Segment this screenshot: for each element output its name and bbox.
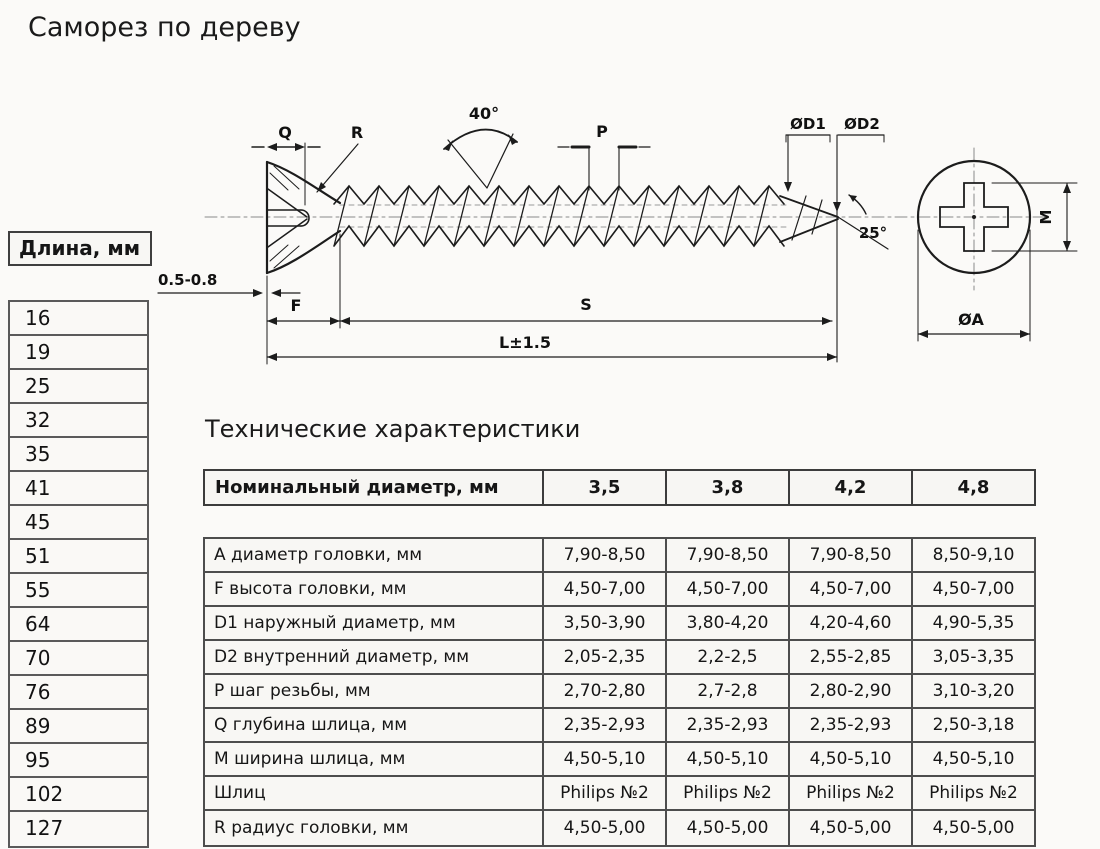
spec-value-cell: 2,35-2,93 xyxy=(665,709,788,741)
spec-row-label: A диаметр головки, мм xyxy=(214,545,423,565)
spec-header-label: Номинальный диаметр, мм xyxy=(215,477,499,498)
spec-row xyxy=(205,743,1034,777)
spec-value-cell: 4,50-5,00 xyxy=(788,811,911,845)
dim-label-f: F xyxy=(290,296,302,315)
spec-row-label: P шаг резьбы, мм xyxy=(214,681,371,701)
spec-header-diameter: 4,2 xyxy=(788,471,911,504)
dim-label-d1: ØD1 xyxy=(790,115,826,133)
spec-row-label: F высота головки, мм xyxy=(214,579,407,599)
length-row: 127 xyxy=(25,816,64,840)
length-row: 55 xyxy=(10,574,147,608)
spec-value-cell: 2,55-2,85 xyxy=(788,641,911,673)
spec-row xyxy=(205,709,1034,743)
dim-label-q: Q xyxy=(278,123,292,142)
spec-value-cell: Philips №2 xyxy=(788,777,911,809)
length-row: 76 xyxy=(10,676,147,710)
dim-label-25deg: 25° xyxy=(858,224,888,242)
length-row: 41 xyxy=(10,472,147,506)
spec-row xyxy=(205,641,1034,675)
screw-thread xyxy=(334,186,788,246)
spec-row-label: D2 внутренний диаметр, мм xyxy=(214,647,470,667)
spec-value-cell: 7,90-8,50 xyxy=(542,539,665,571)
length-row: 102 xyxy=(10,778,147,812)
dim-label-m: M xyxy=(1037,209,1055,225)
length-row: 35 xyxy=(10,438,147,472)
page-title: Саморез по дереву xyxy=(28,12,301,43)
dim-label-d2: ØD2 xyxy=(844,115,880,133)
dim-label-s: S xyxy=(580,295,592,314)
dim-d1-d2 xyxy=(784,135,884,362)
length-row: 45 xyxy=(10,506,147,540)
spec-row-label: Q глубина шлица, мм xyxy=(214,715,408,735)
spec-value-cell: 4,90-5,35 xyxy=(911,607,1034,639)
spec-value-cell: 4,50-7,00 xyxy=(788,573,911,605)
length-row: 25 xyxy=(10,370,147,404)
spec-value-cell: 3,10-3,20 xyxy=(911,675,1034,707)
spec-header-diameter: 3,8 xyxy=(665,471,788,504)
spec-value-cell: 4,50-5,10 xyxy=(665,743,788,775)
length-table-header: Длина, мм xyxy=(8,231,152,266)
spec-value-cell: 3,05-3,35 xyxy=(911,641,1034,673)
dim-label-edge: 0.5-0.8 xyxy=(158,271,218,289)
spec-table-body xyxy=(203,537,1036,847)
spec-value-cell: 2,80-2,90 xyxy=(788,675,911,707)
spec-value-cell: 7,90-8,50 xyxy=(788,539,911,571)
dim-label-r: R xyxy=(350,123,364,142)
spec-value-cell: 2,70-2,80 xyxy=(542,675,665,707)
spec-row-label: R радиус головки, мм xyxy=(214,818,409,838)
spec-value-cell: 4,50-5,10 xyxy=(542,743,665,775)
spec-row-label: D1 наружный диаметр, мм xyxy=(214,613,456,633)
spec-row-label: M ширина шлица, мм xyxy=(214,749,406,769)
spec-value-cell: 4,50-7,00 xyxy=(542,573,665,605)
spec-row xyxy=(205,539,1034,573)
length-table-body xyxy=(8,300,149,848)
spec-value-cell: 2,2-2,5 xyxy=(665,641,788,673)
dim-label-a: ØA xyxy=(958,310,984,329)
spec-header-diameter: 3,5 xyxy=(542,471,665,504)
dim-edge xyxy=(158,289,300,297)
spec-row xyxy=(205,573,1034,607)
specs-heading: Технические характеристики xyxy=(205,415,581,443)
dim-p xyxy=(558,147,650,190)
spec-row xyxy=(205,777,1034,811)
spec-row xyxy=(205,607,1034,641)
spec-row-label: Шлиц xyxy=(214,783,266,803)
length-row: 19 xyxy=(10,336,147,370)
length-row: 95 xyxy=(10,744,147,778)
spec-value-cell: 8,50-9,10 xyxy=(911,539,1034,571)
spec-value-cell: 2,35-2,93 xyxy=(542,709,665,741)
dim-r xyxy=(317,144,358,192)
spec-value-cell: 2,7-2,8 xyxy=(665,675,788,707)
length-row: 89 xyxy=(10,710,147,744)
spec-value-cell: 4,50-5,00 xyxy=(542,811,665,845)
dim-l xyxy=(267,353,837,361)
dim-label-40deg: 40° xyxy=(468,104,500,123)
screw-tip xyxy=(780,196,838,242)
spec-value-cell: 4,50-5,10 xyxy=(788,743,911,775)
length-row: 64 xyxy=(10,608,147,642)
spec-value-cell: 3,80-4,20 xyxy=(665,607,788,639)
spec-value-cell: 4,50-7,00 xyxy=(911,573,1034,605)
spec-row xyxy=(205,675,1034,709)
dim-q xyxy=(252,143,320,205)
spec-value-cell: Philips №2 xyxy=(665,777,788,809)
length-row: 32 xyxy=(10,404,147,438)
length-row: 16 xyxy=(10,302,147,336)
spec-row xyxy=(205,811,1034,845)
dim-label-p: P xyxy=(596,122,608,141)
spec-value-cell: Philips №2 xyxy=(542,777,665,809)
spec-value-cell: 4,20-4,60 xyxy=(788,607,911,639)
spec-value-cell: 7,90-8,50 xyxy=(665,539,788,571)
spec-value-cell: Philips №2 xyxy=(911,777,1034,809)
spec-value-cell: 2,05-2,35 xyxy=(542,641,665,673)
spec-value-cell: 3,50-3,90 xyxy=(542,607,665,639)
spec-header-row xyxy=(203,469,1036,506)
spec-header-diameter: 4,8 xyxy=(911,471,1034,504)
screw-technical-drawing xyxy=(150,80,1100,400)
dim-angle-40 xyxy=(444,130,517,188)
spec-value-cell: 4,50-5,10 xyxy=(911,743,1034,775)
spec-value-cell: 4,50-5,00 xyxy=(665,811,788,845)
length-row: 70 xyxy=(10,642,147,676)
spec-value-cell: 2,50-3,18 xyxy=(911,709,1034,741)
spec-value-cell: 4,50-5,00 xyxy=(911,811,1034,845)
dim-label-l: L±1.5 xyxy=(499,333,551,352)
spec-value-cell: 4,50-7,00 xyxy=(665,573,788,605)
spec-value-cell: 2,35-2,93 xyxy=(788,709,911,741)
length-row: 51 xyxy=(10,540,147,574)
